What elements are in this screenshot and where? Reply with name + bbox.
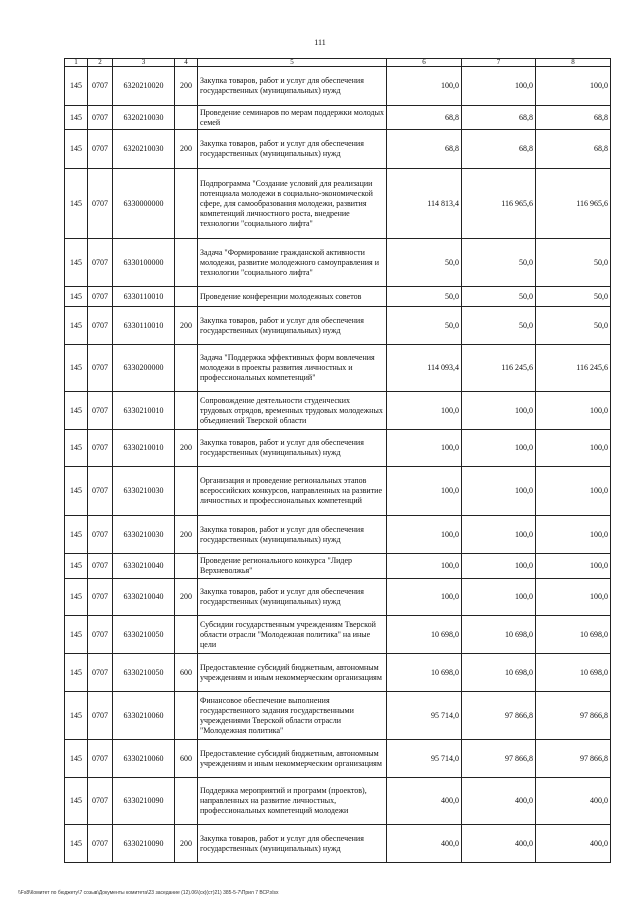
item-description: Закупка товаров, работ и услуг для обеспечения государственных (муниципальных) нужд xyxy=(198,516,387,554)
ministry-code: 145 xyxy=(65,67,88,106)
table-row xyxy=(65,825,611,863)
file-path-footer: \\Fs8\Комитет по бюджету\7 созыв\Документы комитета\23 заседание (12).06\(ск)(ст)21) 385-5-7\Прил 7 ВСР.xlsx xyxy=(18,890,279,896)
expense-type-code: 200 xyxy=(175,825,198,863)
table-row xyxy=(65,169,611,239)
table-row xyxy=(65,430,611,467)
amount-col-8: 100,0 xyxy=(536,430,611,467)
target-article-code: 6330210060 xyxy=(113,692,175,740)
item-description: Сопровождение деятельности студенческих трудовых отрядов, временных трудовых молодежных объединений Тверской области xyxy=(198,392,387,430)
ministry-code: 145 xyxy=(65,307,88,345)
expense-type-code xyxy=(175,467,198,516)
ministry-code: 145 xyxy=(65,106,88,130)
amount-col-8: 100,0 xyxy=(536,516,611,554)
section-code: 0707 xyxy=(88,287,113,307)
amount-col-6: 50,0 xyxy=(387,287,462,307)
ministry-code: 145 xyxy=(65,287,88,307)
item-description: Задача "Поддержка эффективных форм вовлечения молодежи в проекты развития личностных и профессиональных компетенций" xyxy=(198,345,387,392)
item-description: Поддержка мероприятий и программ (проектов), направленных на развитие личностных, профессиональных компетенций молодежи xyxy=(198,778,387,825)
ministry-code: 145 xyxy=(65,654,88,692)
ministry-code: 145 xyxy=(65,392,88,430)
amount-col-6: 68,8 xyxy=(387,106,462,130)
item-description: Организация и проведение региональных этапов всероссийских конкурсов, направленных на развитие личностных и профессиональных компетенций xyxy=(198,467,387,516)
target-article-code: 6330000000 xyxy=(113,169,175,239)
item-description: Предоставление субсидий бюджетным, автономным учреждениям и иным некоммерческим организациям xyxy=(198,740,387,778)
expense-type-code xyxy=(175,692,198,740)
expense-type-code xyxy=(175,392,198,430)
item-description: Субсидии государственным учреждениям Тверской области отрасли "Молодежная политика" на иные цели xyxy=(198,616,387,654)
table-row xyxy=(65,67,611,106)
expense-type-code xyxy=(175,616,198,654)
ministry-code: 145 xyxy=(65,130,88,169)
table-row xyxy=(65,287,611,307)
amount-col-6: 100,0 xyxy=(387,579,462,616)
target-article-code: 6330210030 xyxy=(113,467,175,516)
target-article-code: 6330110010 xyxy=(113,307,175,345)
amount-col-7: 100,0 xyxy=(462,579,536,616)
amount-col-8: 400,0 xyxy=(536,778,611,825)
amount-col-7: 50,0 xyxy=(462,239,536,287)
col-header: 1 xyxy=(65,59,88,67)
ministry-code: 145 xyxy=(65,554,88,579)
budget-table xyxy=(64,58,611,863)
amount-col-7: 100,0 xyxy=(462,430,536,467)
target-article-code: 6330110010 xyxy=(113,287,175,307)
target-article-code: 6330210010 xyxy=(113,392,175,430)
target-article-code: 6320210030 xyxy=(113,130,175,169)
target-article-code: 6330210090 xyxy=(113,825,175,863)
amount-col-6: 400,0 xyxy=(387,825,462,863)
amount-col-7: 10 698,0 xyxy=(462,616,536,654)
col-header: 8 xyxy=(536,59,611,67)
target-article-code: 6330210060 xyxy=(113,740,175,778)
ministry-code: 145 xyxy=(65,579,88,616)
amount-col-7: 116 245,6 xyxy=(462,345,536,392)
section-code: 0707 xyxy=(88,554,113,579)
ministry-code: 145 xyxy=(65,825,88,863)
amount-col-6: 114 093,4 xyxy=(387,345,462,392)
amount-col-7: 50,0 xyxy=(462,287,536,307)
amount-col-8: 100,0 xyxy=(536,67,611,106)
target-article-code: 6320210030 xyxy=(113,106,175,130)
amount-col-7: 10 698,0 xyxy=(462,654,536,692)
item-description: Закупка товаров, работ и услуг для обеспечения государственных (муниципальных) нужд xyxy=(198,130,387,169)
item-description: Закупка товаров, работ и услуг для обеспечения государственных (муниципальных) нужд xyxy=(198,825,387,863)
section-code: 0707 xyxy=(88,516,113,554)
table-row xyxy=(65,740,611,778)
section-code: 0707 xyxy=(88,239,113,287)
page-number: 111 xyxy=(314,38,326,47)
expense-type-code xyxy=(175,778,198,825)
expense-type-code xyxy=(175,169,198,239)
amount-col-6: 100,0 xyxy=(387,467,462,516)
col-header: 6 xyxy=(387,59,462,67)
expense-type-code xyxy=(175,554,198,579)
amount-col-6: 100,0 xyxy=(387,554,462,579)
section-code: 0707 xyxy=(88,616,113,654)
target-article-code: 6330210050 xyxy=(113,616,175,654)
table-row xyxy=(65,106,611,130)
item-description: Финансовое обеспечение выполнения государственного задания государственными учреждениями Тверской области отрасли "Молодежная политика" xyxy=(198,692,387,740)
amount-col-8: 100,0 xyxy=(536,392,611,430)
col-header: 5 xyxy=(198,59,387,67)
target-article-code: 6330210030 xyxy=(113,516,175,554)
amount-col-6: 100,0 xyxy=(387,67,462,106)
section-code: 0707 xyxy=(88,169,113,239)
amount-col-7: 100,0 xyxy=(462,67,536,106)
amount-col-7: 68,8 xyxy=(462,106,536,130)
amount-col-8: 50,0 xyxy=(536,307,611,345)
item-description: Подпрограмма "Создание условий для реализации потенциала молодежи в социально-экономической сфере, для самообразования молодежи, развития компетенций личностного роста, внедрение технологии "социального лифта" xyxy=(198,169,387,239)
section-code: 0707 xyxy=(88,778,113,825)
table-row xyxy=(65,307,611,345)
table-row xyxy=(65,778,611,825)
amount-col-8: 68,8 xyxy=(536,106,611,130)
expense-type-code xyxy=(175,239,198,287)
expense-type-code: 200 xyxy=(175,307,198,345)
ministry-code: 145 xyxy=(65,467,88,516)
amount-col-8: 100,0 xyxy=(536,467,611,516)
ministry-code: 145 xyxy=(65,692,88,740)
amount-col-7: 400,0 xyxy=(462,778,536,825)
ministry-code: 145 xyxy=(65,740,88,778)
expense-type-code xyxy=(175,106,198,130)
amount-col-8: 400,0 xyxy=(536,825,611,863)
amount-col-6: 95 714,0 xyxy=(387,692,462,740)
table-row xyxy=(65,239,611,287)
amount-col-7: 100,0 xyxy=(462,467,536,516)
target-article-code: 6330210040 xyxy=(113,579,175,616)
amount-col-8: 68,8 xyxy=(536,130,611,169)
ministry-code: 145 xyxy=(65,239,88,287)
amount-col-8: 10 698,0 xyxy=(536,654,611,692)
table-row xyxy=(65,616,611,654)
item-description: Проведение конференции молодежных советов xyxy=(198,287,387,307)
ministry-code: 145 xyxy=(65,430,88,467)
col-header: 4 xyxy=(175,59,198,67)
col-header: 3 xyxy=(113,59,175,67)
item-description: Задача "Формирование гражданской активности молодежи, развитие молодежного самоуправления и технологии "социального лифта" xyxy=(198,239,387,287)
section-code: 0707 xyxy=(88,345,113,392)
section-code: 0707 xyxy=(88,740,113,778)
table-header-row xyxy=(65,59,611,67)
amount-col-6: 95 714,0 xyxy=(387,740,462,778)
target-article-code: 6330210090 xyxy=(113,778,175,825)
col-header: 7 xyxy=(462,59,536,67)
expense-type-code xyxy=(175,287,198,307)
item-description: Закупка товаров, работ и услуг для обеспечения государственных (муниципальных) нужд xyxy=(198,430,387,467)
section-code: 0707 xyxy=(88,430,113,467)
section-code: 0707 xyxy=(88,106,113,130)
item-description: Закупка товаров, работ и услуг для обеспечения государственных (муниципальных) нужд xyxy=(198,67,387,106)
expense-type-code: 200 xyxy=(175,130,198,169)
amount-col-7: 400,0 xyxy=(462,825,536,863)
amount-col-7: 100,0 xyxy=(462,392,536,430)
table-row xyxy=(65,345,611,392)
amount-col-7: 97 866,8 xyxy=(462,740,536,778)
expense-type-code xyxy=(175,345,198,392)
section-code: 0707 xyxy=(88,130,113,169)
expense-type-code: 200 xyxy=(175,516,198,554)
expense-type-code: 200 xyxy=(175,579,198,616)
amount-col-8: 97 866,8 xyxy=(536,740,611,778)
target-article-code: 6330100000 xyxy=(113,239,175,287)
item-description: Закупка товаров, работ и услуг для обеспечения государственных (муниципальных) нужд xyxy=(198,307,387,345)
section-code: 0707 xyxy=(88,692,113,740)
ministry-code: 145 xyxy=(65,345,88,392)
table-row xyxy=(65,579,611,616)
amount-col-6: 100,0 xyxy=(387,516,462,554)
amount-col-7: 68,8 xyxy=(462,130,536,169)
item-description: Проведение регионального конкурса "Лидер Верхневолжья" xyxy=(198,554,387,579)
amount-col-8: 10 698,0 xyxy=(536,616,611,654)
amount-col-8: 100,0 xyxy=(536,554,611,579)
target-article-code: 6320210020 xyxy=(113,67,175,106)
section-code: 0707 xyxy=(88,392,113,430)
expense-type-code: 600 xyxy=(175,740,198,778)
amount-col-6: 100,0 xyxy=(387,392,462,430)
col-header: 2 xyxy=(88,59,113,67)
amount-col-8: 116 965,6 xyxy=(536,169,611,239)
table-row xyxy=(65,554,611,579)
table-row xyxy=(65,392,611,430)
table-row xyxy=(65,516,611,554)
amount-col-7: 116 965,6 xyxy=(462,169,536,239)
target-article-code: 6330200000 xyxy=(113,345,175,392)
amount-col-6: 50,0 xyxy=(387,307,462,345)
target-article-code: 6330210010 xyxy=(113,430,175,467)
amount-col-7: 50,0 xyxy=(462,307,536,345)
amount-col-6: 10 698,0 xyxy=(387,616,462,654)
target-article-code: 6330210040 xyxy=(113,554,175,579)
amount-col-6: 50,0 xyxy=(387,239,462,287)
amount-col-8: 50,0 xyxy=(536,239,611,287)
section-code: 0707 xyxy=(88,307,113,345)
item-description: Закупка товаров, работ и услуг для обеспечения государственных (муниципальных) нужд xyxy=(198,579,387,616)
amount-col-7: 100,0 xyxy=(462,516,536,554)
amount-col-6: 400,0 xyxy=(387,778,462,825)
expense-type-code: 200 xyxy=(175,430,198,467)
amount-col-6: 68,8 xyxy=(387,130,462,169)
expense-type-code: 600 xyxy=(175,654,198,692)
item-description: Проведение семинаров по мерам поддержки молодых семей xyxy=(198,106,387,130)
amount-col-8: 50,0 xyxy=(536,287,611,307)
ministry-code: 145 xyxy=(65,516,88,554)
amount-col-6: 100,0 xyxy=(387,430,462,467)
amount-col-7: 100,0 xyxy=(462,554,536,579)
table-row xyxy=(65,467,611,516)
amount-col-8: 116 245,6 xyxy=(536,345,611,392)
section-code: 0707 xyxy=(88,67,113,106)
amount-col-7: 97 866,8 xyxy=(462,692,536,740)
item-description: Предоставление субсидий бюджетным, автономным учреждениям и иным некоммерческим организациям xyxy=(198,654,387,692)
target-article-code: 6330210050 xyxy=(113,654,175,692)
ministry-code: 145 xyxy=(65,778,88,825)
table-row xyxy=(65,654,611,692)
amount-col-6: 10 698,0 xyxy=(387,654,462,692)
table-row xyxy=(65,130,611,169)
section-code: 0707 xyxy=(88,825,113,863)
expense-type-code: 200 xyxy=(175,67,198,106)
table-row xyxy=(65,692,611,740)
section-code: 0707 xyxy=(88,654,113,692)
amount-col-8: 100,0 xyxy=(536,579,611,616)
amount-col-6: 114 813,4 xyxy=(387,169,462,239)
ministry-code: 145 xyxy=(65,169,88,239)
section-code: 0707 xyxy=(88,467,113,516)
ministry-code: 145 xyxy=(65,616,88,654)
amount-col-8: 97 866,8 xyxy=(536,692,611,740)
section-code: 0707 xyxy=(88,579,113,616)
